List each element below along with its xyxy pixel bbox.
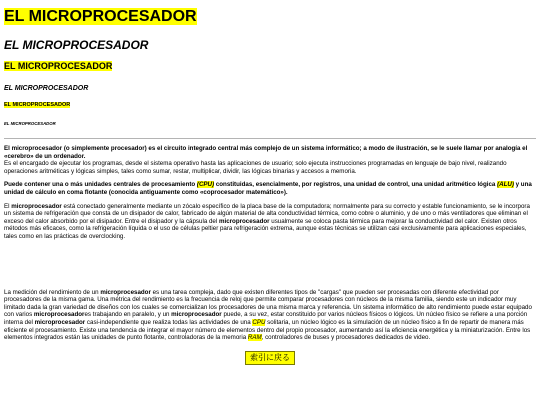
divider xyxy=(4,138,536,139)
keyword: microprocesador xyxy=(34,318,86,326)
heading-3: EL MICROPROCESADOR xyxy=(4,61,113,71)
keyword: microprocesador xyxy=(218,217,270,225)
back-to-index-button[interactable]: 索引に戻る xyxy=(245,351,295,365)
cpu-term: (CPU) xyxy=(196,181,215,189)
heading-6: EL MICROPROCESADOR xyxy=(4,121,56,126)
performance-paragraph: La medición del rendimiento de un microprocesador es una tarea compleja, dado que existen diferentes tipos de "cargas" que pueden ser procesadas con diferente efectividad por procesadores de la misma gama. Una métrica del rendimiento es la frecuencia de reloj que permite comparar procesadores con núcleos de la misma familia, siendo este un indicador muy limitado dada la gran variedad de diseños con los cuales se comercializan los procesadores de una misma marca y referencia. Un sistema informático de alto rendimiento puede estar equipado con varios microprocesadores trabajando en paralelo, y un microprocesador puede, a su vez, estar constituido por varios núcleos físicos o lógicos. Un núcleo físico se refiere a una porción interna del microprocesador casi-independiente que realiza todas las actividades de una CPU solitaria, un núcleo lógico es la simulación de un núcleo físico a fin de repartir de manera más eficiente el procesamiento. Existe una tendencia de integrar el mayor número de elementos dentro del propio procesador, aumentando así la eficiencia energética y la miniaturización. Entre los elementos integrados están las unidades de punto flotante, controladoras de la memoria RAM, controladores de buses y procesadores dedicados de video. xyxy=(4,288,532,342)
heading-2: EL MICROPROCESADOR xyxy=(4,38,149,52)
mounting-paragraph: El microprocesador está conectado generalmente mediante un zócalo específico de la placa base de la computadora; normalmente para su correcto y estable funcionamiento, se le incorpora un sistema de refrigeración que consta de un disipador de calor, fabricado de algún material de alta conductividad térmica, como cobre o aluminio, y de uno o más ventiladores que eliminan el exceso del calor absorbido por el disipador. Entre el disipador y la cápsula del microprocesador usualmente se coloca pasta térmica para mejorar la conductividad del calor. Existen otros métodos más eficaces, como la refrigeración líquida o el uso de células peltier para refrigeración extrema, aunque estas técnicas se utilizan casi exclusivamente para aplicaciones especiales, tales como en las prácticas de overclocking. xyxy=(4,202,530,240)
alu-term: (ALU) xyxy=(497,181,514,189)
heading-1: EL MICROPROCESADOR xyxy=(4,8,197,25)
heading-4: EL MICROPROCESADOR xyxy=(4,85,89,92)
keyword: microprocesador xyxy=(11,202,62,210)
ram-term: RAM xyxy=(247,334,262,342)
cpu-paragraph: Puede contener una o más unidades centrales de procesamiento (CPU) constituidas, esencialmente, por registros, una unidad de control, una unidad aritmético lógica (ALU) y una unidad de cálculo en coma flotante (conocida antiguamente como «coprocesador matemático»). xyxy=(4,181,532,196)
keyword: microprocesador xyxy=(33,311,85,319)
intro-function: Es el encargado de ejecutar los programas, desde el sistema operativo hasta las aplicaciones de usuario; solo ejecuta instrucciones programadas en lenguaje de bajo nivel, realizando operaciones aritméticas y lógicas simples, tales como sumar, restar, multiplicar, dividir, las lógicas binarias y accesos a memoria. xyxy=(4,160,507,175)
keyword: microprocesador xyxy=(171,311,222,319)
intro-definition: El microprocesador (o simplemente procesador) es el circuito integrado central más complejo de un sistema informático; a modo de ilustración, se le suele llamar por analogía el «cerebro» de un ordenador. xyxy=(4,145,528,160)
heading-5: EL MICROPROCESADOR xyxy=(4,102,71,108)
button-row xyxy=(4,347,536,365)
spacer xyxy=(4,246,536,289)
cpu-term: CPU xyxy=(252,318,266,326)
keyword: microprocesador xyxy=(100,288,151,296)
